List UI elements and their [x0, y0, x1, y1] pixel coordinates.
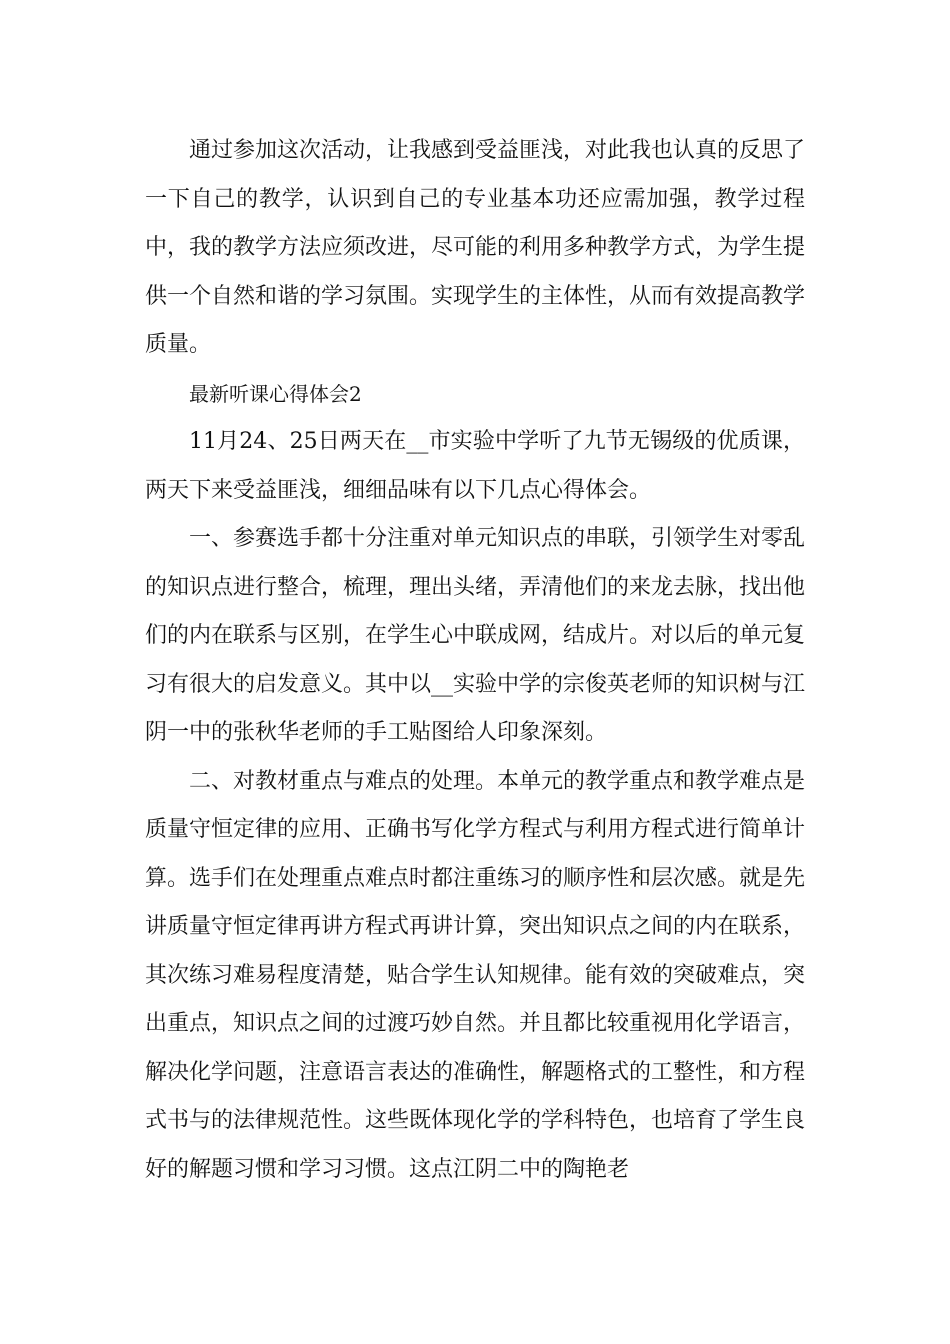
paragraph-intro: 11月24、25日两天在__市实验中学听了九节无锡级的优质课，两天下来受益匪浅，细细品味有以下几点心得体会。	[145, 429, 805, 503]
paragraph-reflection: 通过参加这次活动，让我感到受益匪浅，对此我也认真的反思了一下自己的教学，认识到自己的专业基本功还应需加强，教学过程中，我的教学方法应须改进，尽可能的利用多种教学方式，为学生提供一个自然和谐的学习氛围。实现学生的主体性，从而有效提高教学质量。	[145, 138, 806, 357]
paragraph-point-two: 二、对教材重点与难点的处理。本单元的教学重点和教学难点是质量守恒定律的应用、正确书写化学方程式与利用方程式进行简单计算。选手们在处理重点难点时都注重练习的顺序性和层次感。就是先讲质量守恒定律再讲方程式再讲计算，突出知识点之间的内在联系，其次练习难易程度清楚，贴合学生认知规律。能有效的突破难点，突出重点，知识点之间的过渡巧妙自然。并且都比较重视用化学语言，解决化学问题，注意语言表达的准确性，解题格式的工整性，和方程式书与的法律规范性。这些既体现化学的学科特色，也培育了学生良好的解题习惯和学习习惯。这点江阴二中的陶艳老	[145, 768, 806, 1182]
paragraph-point-one: 一、参赛选手都十分注重对单元知识点的串联，引领学生对零乱的知识点进行整合，梳理，理出头绪，弄清他们的来龙去脉，找出他们的内在联系与区别，在学生心中联成网，结成片。对以后的单元复习有很大的启发意义。其中以__实验中学的宗俊英老师的知识树与江阴一中的张秋华老师的手工贴图给人印象深刻。	[145, 526, 806, 745]
section-heading-2: 最新听课心得体会2	[189, 381, 362, 406]
document-page	[145, 127, 805, 1194]
